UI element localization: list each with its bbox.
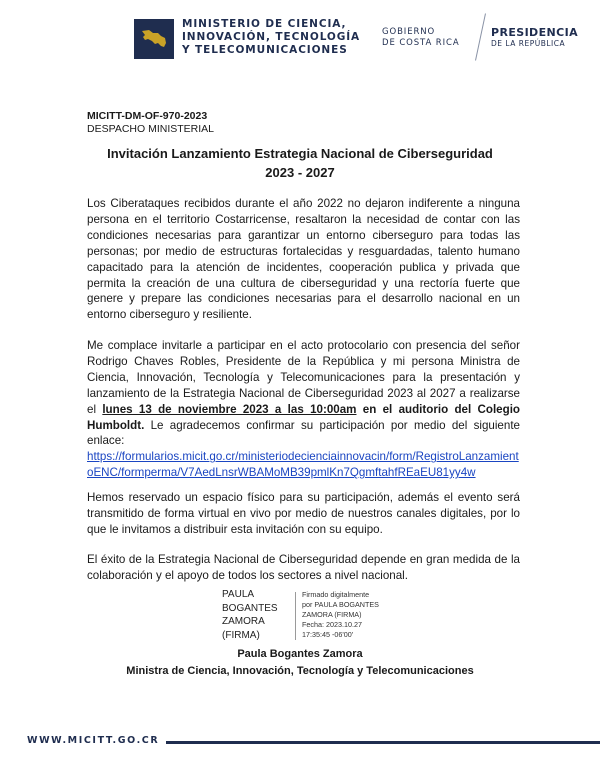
reference-office: DESPACHO MINISTERIAL bbox=[87, 123, 214, 135]
paragraph-closing: El éxito de la Estrategia Nacional de Ciberseguridad depende en gran medida de la colaboración y el apoyo de todos los sectores a nivel nacional. bbox=[87, 553, 520, 582]
signer-position: Ministra de Ciencia, Innovación, Tecnología y Telecomunicaciones bbox=[126, 665, 474, 677]
signature-name-line: (FIRMA) bbox=[222, 629, 260, 641]
signature-divider bbox=[295, 592, 296, 640]
ministry-line: MINISTERIO DE CIENCIA, bbox=[182, 18, 347, 30]
signature-name-line: PAULA bbox=[222, 589, 255, 600]
government-name bbox=[382, 27, 460, 49]
gov-line: GOBIERNO bbox=[382, 27, 436, 37]
registration-link[interactable]: https://formularios.micit.go.cr/ministeriodecienciainnovacin/form/RegistroLanzamientoENC/formperma/V7AedLnsrWBAMoMB39pmlKn7QgmftahfREaEU81yy4w bbox=[87, 450, 519, 480]
paragraph-invitation bbox=[87, 338, 520, 481]
signature-detail-line: 17:35:45 -06'00' bbox=[302, 630, 354, 639]
signature-detail-line: Fecha: 2023.10.27 bbox=[302, 620, 362, 629]
paragraph-virtual: Hemos reservado un espacio físico para su participación, además el evento será transmitido de forma virtual en vivo por medio de nuestros canales digitales, por lo que le invitamos a distribuir esta invitación con su equipo. bbox=[87, 491, 520, 536]
ministry-line: Y TELECOMUNICACIONES bbox=[182, 44, 348, 56]
gov-line: DE COSTA RICA bbox=[382, 38, 460, 48]
costa-rica-map-icon bbox=[134, 19, 174, 59]
footer-url[interactable]: WWW.MICITT.GO.CR bbox=[27, 735, 160, 746]
presidency-subtitle: DE LA REPÚBLICA bbox=[491, 39, 566, 48]
signer-name: Paula Bogantes Zamora bbox=[237, 648, 363, 660]
signature-name-block bbox=[222, 588, 278, 642]
title-line: Invitación Lanzamiento Estrategia Nacional de Ciberseguridad bbox=[107, 146, 493, 161]
signature-name-line: BOGANTES bbox=[222, 602, 278, 614]
ministry-line: INNOVACIÓN, TECNOLOGÍA bbox=[182, 31, 361, 43]
document-reference bbox=[87, 110, 214, 136]
header-divider bbox=[475, 13, 486, 60]
presidency-title: PRESIDENCIA bbox=[491, 26, 578, 39]
footer-rule bbox=[166, 741, 600, 744]
signer-block bbox=[87, 646, 513, 680]
signature-detail-block bbox=[302, 590, 379, 640]
event-date: lunes 13 de noviembre 2023 a las 10:00am bbox=[102, 402, 357, 416]
title-line: 2023 - 2027 bbox=[265, 165, 335, 180]
document-title bbox=[87, 144, 513, 182]
paragraph-context: Los Ciberataques recibidos durante el año 2022 no dejaron indiferente a ninguna persona en el territorio Costarricense, resaltaron la necesidad de contar con las condiciones necesarias para garantizar un entorno ciberseguro para todas las personas; por medio de estructuras fortalecidas y resguardadas, talento humano capacitado para la atención de incidentes, cooperación publica y privada que permita la creación de una cultura de ciberseguridad y una rectoría fuerte que genere y prepare las condiciones necesarias para el desarrollo nacional en un entorno ciberseguro y resiliente. bbox=[87, 197, 520, 322]
event-place: en el auditorio del Colegio Humboldt. bbox=[87, 402, 520, 432]
signature-name-line: ZAMORA bbox=[222, 616, 265, 627]
invitation-closing: Le agradecemos confirmar su participación por medio del siguiente enlace: bbox=[87, 418, 520, 448]
signature-detail-line: ZAMORA (FIRMA) bbox=[302, 610, 362, 619]
presidency-name bbox=[491, 26, 578, 49]
letterhead bbox=[0, 0, 600, 90]
signature-detail-line: por PAULA BOGANTES bbox=[302, 600, 379, 609]
reference-code: MICITT-DM-OF-970-2023 bbox=[87, 110, 208, 122]
signature-detail-line: Firmado digitalmente bbox=[302, 590, 370, 599]
invitation-intro: Me complace invitarle a participar en el acto protocolario con presencia del señor Rodrigo Chaves Robles, Presidente de la República y mi persona Ministra de Ciencia, Innovación, Tecnología y Telecomunicaciones para la presentación y lanzamiento de la Estrategia Nacional de Ciberseguridad 2023 al 2027 a realizarse el bbox=[87, 339, 520, 416]
ministry-name bbox=[182, 18, 360, 57]
